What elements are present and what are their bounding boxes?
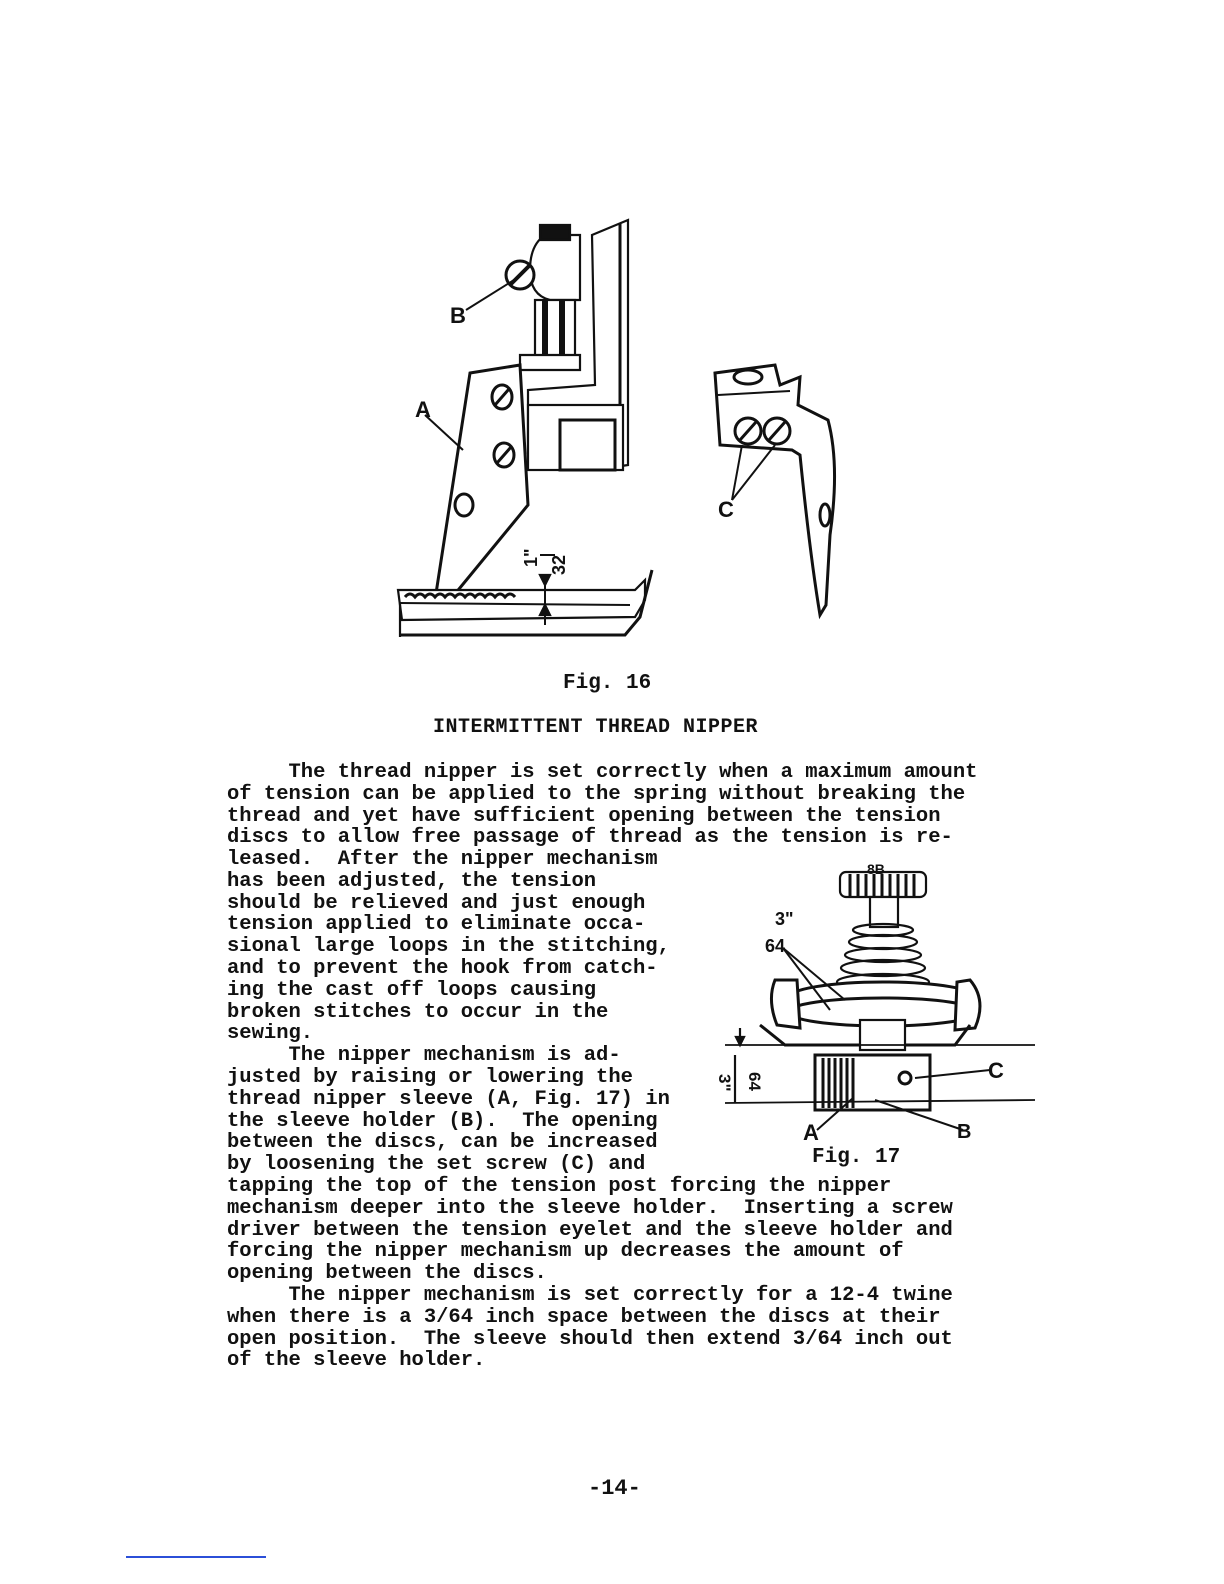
footnote-divider (126, 1556, 266, 1558)
fig17-label-a: A (803, 1120, 819, 1145)
fig16-label-c: C (718, 497, 734, 522)
fig17-measurement-side-denominator: 64 (745, 1072, 764, 1091)
fig17-measurement-top-numerator: 3" (775, 909, 794, 929)
fig17-measurement-top-denominator: 64 (765, 936, 786, 956)
paragraph-full-width-top: The thread nipper is set correctly when a maximum amount of tension can be applied to the spring without breaking the thread and yet have sufficient opening between the tension discs to allow free passage of thread as the tension is re- (227, 761, 978, 850)
fig17-caption: Fig. 17 (812, 1146, 901, 1169)
paragraph-full-width-bottom: tapping the top of the tension post forcing the nipper mechanism deeper into the sleeve holder. Inserting a screw driver between the tension eyelet and the sleeve holder and forcing the nipper mechanism up decreases the amount of opening between the discs. The nipper mechanism is set correctly for a 12-4 twine when there is a 3/64 inch space between the discs at their open position. The sleeve should then extend 3/64 inch out of the sleeve holder. (227, 1175, 953, 1373)
fig17-label-b: B (957, 1121, 972, 1143)
page-number: -14- (588, 1476, 641, 1501)
fig16-label-a: A (415, 397, 431, 422)
figure-17-illustration (705, 860, 1035, 1150)
figure-16-illustration (380, 205, 860, 645)
section-heading: INTERMITTENT THREAD NIPPER (433, 716, 759, 739)
fig16-measurement-denominator: 32 (549, 554, 569, 575)
fig16-measurement-numerator: 1" (521, 548, 541, 567)
fig17-label-c: C (988, 1058, 1004, 1083)
fig16-caption: Fig. 16 (563, 672, 652, 695)
fig17-label-top: 8B (867, 861, 885, 877)
paragraph-narrow-column: leased. After the nipper mechanism has been adjusted, the tension should be relieved and just enough tension applied to eliminate occa- sional large loops in the stitching, and to prevent the hook from catch- ing the cast off loops causing broken stitches to occur in the sewing. The nipper mechanism is ad- justed by raising or lowering the thread nipper sleeve (A, Fig. 17) in the sleeve holder (B). The opening between the discs, can be increased by loosening the set screw (C) and (227, 848, 670, 1177)
fig17-measurement-side-numerator: 3" (715, 1074, 734, 1092)
fig16-label-b: B (450, 303, 466, 328)
